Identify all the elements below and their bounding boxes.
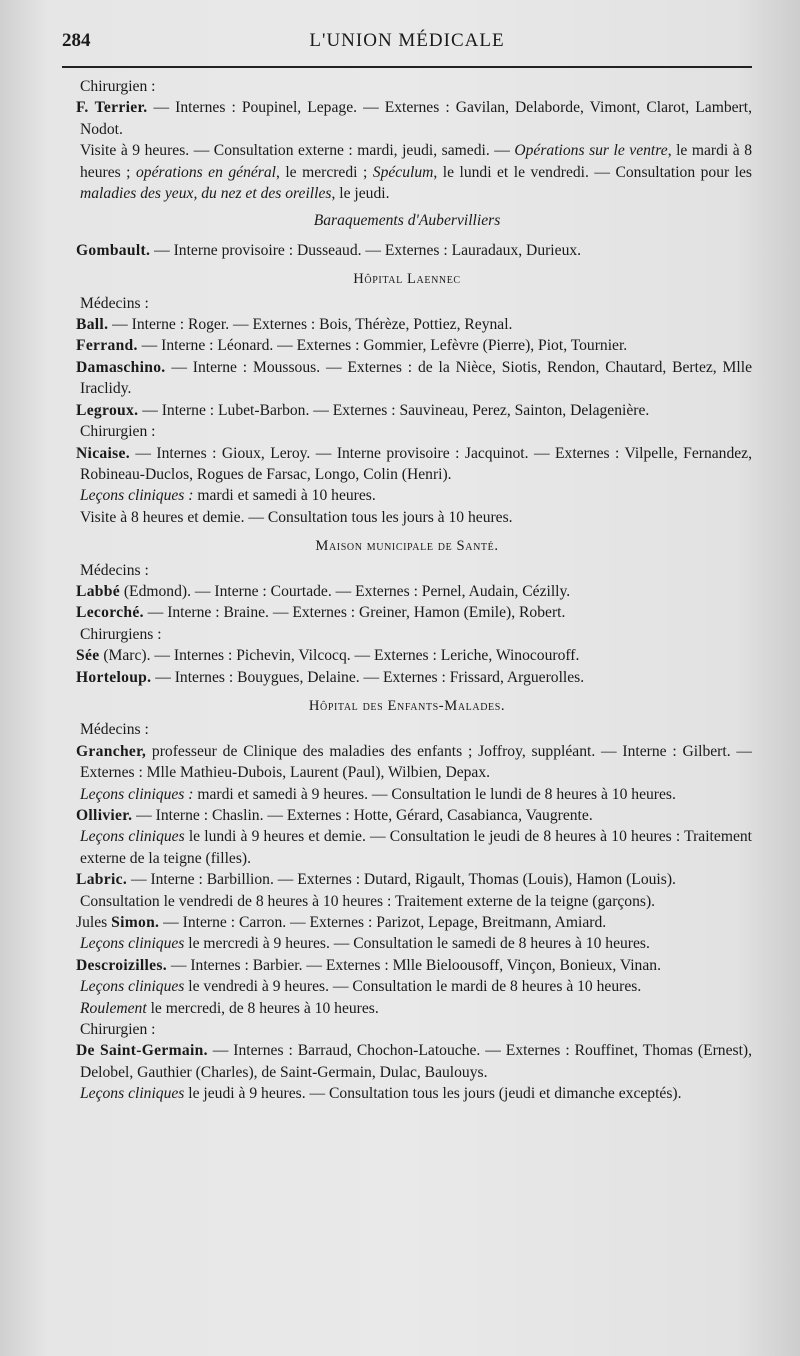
entry-details: — Internes : Barbier. — Externes : Mlle Bieloousoff, Vinçon, Bonieux, Vinan. (166, 956, 661, 974)
text-line: Médecins : (80, 561, 149, 579)
italic-term: maladies des yeux, du nez et des oreilles (80, 185, 332, 203)
text-line: Médecins : (80, 721, 149, 739)
physician-name: Sée (76, 647, 100, 665)
schedule-paragraph (62, 1083, 752, 1104)
text-line: Chirurgien : (80, 1021, 156, 1039)
text-run: , le mardi à 8 heures ; (80, 142, 753, 181)
section-heading: Maison municipale de Santé. (315, 538, 499, 555)
staff-entry (62, 357, 752, 400)
staff-entry (62, 443, 752, 486)
text-run: le lundi à 9 heures et demie. — Consultation le jeudi de 8 heures à 10 heures : Traitement externe de la teigne (filles). (80, 828, 752, 867)
entry-details: — Internes : Gioux, Leroy. — Interne provisoire : Jacquinot. — Externes : Vilpelle, Fernandez, Robineau-Duclos, Rogues de Farsac, Longo, Colin (Henri). (80, 444, 752, 483)
text-run: , le mercredi ; (275, 163, 373, 181)
italic-term: Leçons cliniques (80, 935, 185, 953)
text-run: mardi et samedi à 9 heures. — Consultation le lundi de 8 heures à 10 heures. (193, 785, 676, 803)
entry-details: — Interne : Braine. — Externes : Greiner, Hamon (Emile), Robert. (143, 604, 566, 622)
physician-name: Legroux. (76, 401, 139, 419)
staff-entry (62, 400, 752, 421)
physician-name: Gombault. (76, 241, 151, 259)
physician-first-name: Jules (76, 914, 112, 932)
physician-name: Ball. (76, 316, 109, 334)
entry-details: — Interne : Carron. — Externes : Parizot, Lepage, Breitmann, Amiard. (159, 914, 607, 932)
page-number: 284 (62, 30, 91, 51)
physician-name: Ollivier. (76, 807, 133, 824)
staff-entry (62, 667, 752, 688)
staff-entry (62, 335, 752, 356)
staff-entry (62, 581, 752, 602)
staff-entry (62, 741, 752, 784)
staff-entry (62, 1040, 752, 1083)
text-line: Chirurgien : (80, 423, 156, 441)
entry-details: — Interne : Léonard. — Externes : Gommier, Lefèvre (Pierre), Piot, Tournier. (137, 337, 628, 355)
physician-name: Grancher, (76, 742, 147, 760)
section-heading: Baraquements d'Aubervilliers (313, 212, 501, 230)
italic-term: Opérations sur le ventre (514, 142, 668, 160)
text-line: Visite à 8 heures et demie. — Consultation tous les jours à 10 heures. (80, 508, 513, 526)
entry-details: — Internes : Poupinel, Lepage. — Externes : Gavilan, Delaborde, Vimont, Clarot, Lambert, Nodot. (80, 99, 752, 138)
physician-name: Lecorché. (76, 604, 144, 622)
running-title: L'UNION MÉDICALE (309, 30, 505, 51)
schedule-paragraph (62, 140, 752, 204)
italic-term: Roulement (80, 999, 147, 1017)
entry-details: — Internes : Barraud, Chochon-Latouche. — Externes : Rouffinet, Thomas (Ernest), Delobel, Gauthier (Charles), de Saint-Germain, Dulac, Baulouys. (80, 1042, 752, 1081)
text-run: , le jeudi. (331, 185, 390, 203)
staff-entry (62, 314, 752, 335)
entry-details: — Interne : Barbillion. — Externes : Dutard, Rigault, Thomas (Louis), Hamon (Louis). (127, 871, 676, 889)
schedule-paragraph (62, 976, 752, 997)
text-run: le vendredi à 9 heures. — Consultation le mardi de 8 heures à 10 heures. (184, 978, 642, 996)
entry-details: — Interne : Moussous. — Externes : de la Nièce, Siotis, Rendon, Chautard, Bertez, Mlle Iraclidy. (80, 358, 752, 398)
physician-name: Simon. (111, 914, 160, 932)
staff-entry (62, 805, 752, 826)
schedule-paragraph (62, 933, 752, 954)
entry-details: (Edmond). — Interne : Courtade. — Externes : Pernel, Audain, Cézilly. (119, 582, 571, 600)
text-line: Chirurgien : (80, 78, 156, 95)
staff-entry (62, 869, 752, 890)
section-heading: Hôpital des Enfants-Malades. (308, 697, 506, 714)
schedule-paragraph (62, 784, 752, 805)
text-line: Chirurgiens : (80, 625, 162, 643)
physician-name: De Saint-Germain. (76, 1042, 208, 1060)
page-header (62, 0, 752, 68)
schedule-paragraph (62, 998, 752, 1019)
schedule-paragraph (62, 826, 752, 869)
schedule-paragraph (62, 485, 752, 506)
entry-details: — Interne : Roger. — Externes : Bois, Thérèze, Pottiez, Reynal. (108, 316, 513, 334)
italic-term: opérations en général (135, 163, 276, 181)
physician-name: Ferrand. (76, 337, 138, 355)
entry-details: (Marc). — Internes : Pichevin, Vilcocq. — Externes : Leriche, Winocouroff. (99, 647, 580, 665)
italic-term: Leçons cliniques : (80, 785, 194, 803)
staff-entry (62, 645, 752, 666)
physician-name: F. Terrier. (76, 99, 148, 117)
section-heading: Hôpital Laennec (353, 271, 461, 288)
text-line: Consultation le vendredi de 8 heures à 10 heures : Traitement externe de la teigne (garçons). (80, 892, 656, 910)
italic-term: Leçons cliniques : (80, 487, 194, 505)
text-run: le jeudi à 9 heures. — Consultation tous les jours (jeudi et dimanche exceptés). (184, 1085, 682, 1103)
text-run: Visite à 9 heures. — Consultation externe : mardi, jeudi, samedi. — (80, 142, 515, 160)
text-run: mardi et samedi à 10 heures. (193, 487, 376, 505)
page-body (62, 68, 752, 1105)
text-line: Médecins : (80, 294, 149, 312)
physician-name: Labric. (76, 871, 128, 889)
staff-entry (62, 912, 752, 933)
physician-name: Nicaise. (76, 444, 130, 462)
entry-details: professeur de Clinique des maladies des enfants ; Joffroy, suppléant. — Interne : Gilbert. — Externes : Mlle Mathieu-Dubois, Laurent (Paul), Wilbien, Depax. (80, 742, 752, 782)
staff-entry (62, 602, 752, 623)
italic-term: Spéculum (372, 163, 434, 181)
entry-details: — Interne : Lubet-Barbon. — Externes : Sauvineau, Perez, Sainton, Delagenière. (138, 401, 650, 419)
physician-name: Damaschino. (76, 358, 166, 376)
text-run: le mercredi, de 8 heures à 10 heures. (146, 999, 379, 1017)
text-run: , le lundi et le vendredi. — Consultation pour les (433, 163, 752, 181)
entry-details: — Internes : Bouygues, Delaine. — Externes : Frissard, Arguerolles. (151, 668, 585, 686)
staff-entry (62, 97, 752, 140)
text-run: le mercredi à 9 heures. — Consultation le samedi de 8 heures à 10 heures. (184, 935, 650, 953)
italic-term: Leçons cliniques (80, 828, 185, 846)
entry-details: — Interne : Chaslin. — Externes : Hotte, Gérard, Casabianca, Vaugrente. (132, 807, 593, 824)
italic-term: Leçons cliniques (80, 1085, 185, 1103)
entry-details: — Interne provisoire : Dusseaud. — Externes : Lauradaux, Durieux. (150, 241, 582, 259)
physician-name: Descroizilles. (76, 956, 167, 974)
staff-entry (62, 955, 752, 976)
physician-name: Horteloup. (76, 668, 152, 686)
staff-entry (62, 240, 752, 261)
physician-name: Labbé (76, 582, 120, 600)
italic-term: Leçons cliniques (80, 978, 185, 996)
